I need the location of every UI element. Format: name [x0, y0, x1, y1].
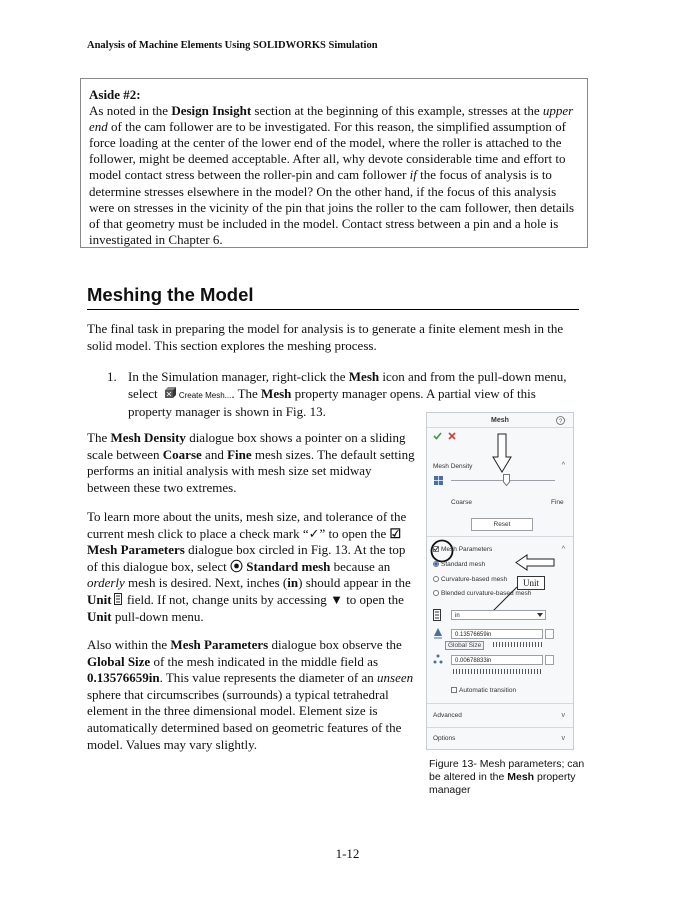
help-icon[interactable]: [556, 416, 565, 425]
global-size-paragraph: Also within the Mesh Parameters dialogue box observe the Global Size of the mesh indicated in the middle field as 0.13576659in. This value represents the diameter of an unseen sphere that circumscribes (surrounds) a typical tetrahedral element in the three dimensional model. Element size is automatically determined based on geometric features of the model. Values may vary slightly.: [87, 637, 414, 752]
panel-title: Mesh: [491, 417, 509, 424]
unit-icon: [433, 609, 441, 621]
separator: [427, 703, 573, 704]
svg-text:?: ?: [558, 419, 563, 425]
mesh-parameters-header[interactable]: Mesh Parameters: [433, 546, 492, 553]
aside-box: [80, 78, 588, 248]
tolerance-field[interactable]: 0.00678833in: [451, 655, 543, 665]
global-size-field[interactable]: 0.13576659in: [451, 629, 543, 639]
create-mesh-command: Create Mesh...: [178, 390, 232, 400]
heading-rule: [87, 309, 579, 310]
mesh-density-icon: [433, 475, 444, 486]
standard-mesh-option[interactable]: Standard mesh: [433, 561, 485, 568]
global-size-icon: [433, 627, 443, 639]
mesh-density-header[interactable]: Mesh Density: [433, 463, 473, 470]
dropdown-arrow-icon[interactable]: [537, 613, 543, 618]
unit-field-icon: [114, 593, 122, 605]
mesh-density-paragraph: The Mesh Density dialogue box shows a pointer on a sliding scale between Coarse and Fine mesh sizes. The default setting performs an initial analysis with mesh size set midway between these two extremes.: [87, 430, 415, 495]
advanced-header[interactable]: Advanced: [433, 712, 462, 719]
aside-title: Aside #2:: [89, 87, 141, 102]
figure-caption: Figure 13- Mesh parameters; can be altered in the Mesh property manager: [429, 758, 585, 796]
collapse-chevron-icon[interactable]: ^: [561, 546, 565, 553]
global-size-slider[interactable]: [493, 642, 543, 647]
fine-label: Fine: [551, 499, 564, 506]
automatic-transition-checkbox[interactable]: [451, 687, 457, 693]
coarse-label: Coarse: [451, 499, 472, 506]
running-header: Analysis of Machine Elements Using SOLIDWORKS Simulation: [87, 40, 378, 51]
checkmark-icon: [433, 546, 439, 552]
expand-chevron-icon[interactable]: v: [561, 712, 565, 719]
collapse-chevron-icon[interactable]: ^: [561, 462, 565, 469]
page-number: 1-12: [335, 846, 360, 861]
reset-button[interactable]: Reset: [471, 518, 533, 531]
create-mesh-icon: [164, 387, 176, 399]
blended-mesh-option[interactable]: Blended curvature-based mesh: [433, 590, 531, 597]
cancel-x-icon[interactable]: [448, 432, 456, 440]
automatic-transition-option[interactable]: Automatic transition: [451, 687, 516, 694]
options-header[interactable]: Options: [433, 735, 456, 742]
unit-callout: Unit: [517, 576, 545, 590]
global-size-spinner[interactable]: [545, 629, 554, 639]
density-slider-thumb[interactable]: [503, 474, 510, 486]
arrow-down-annotation-icon: [492, 433, 512, 473]
tolerance-slider[interactable]: [453, 669, 543, 674]
global-size-tooltip: Global Size: [445, 641, 484, 650]
arrow-left-annotation-icon: [515, 554, 555, 571]
step-text: In the Simulation manager, right-click the Mesh icon and from the pull-down menu, select Create Mesh.... The Mesh property manager opens. A partial view of this property manager is shown in Fig. 13.: [128, 369, 567, 419]
standard-mesh-radio[interactable]: [433, 561, 439, 567]
unit-dropdown[interactable]: in: [451, 610, 546, 620]
intro-paragraph: The final task in preparing the model for analysis is to generate a finite element mesh in the solid model. This section explores the meshing process.: [87, 321, 564, 353]
step-number: 1.: [107, 369, 117, 384]
mesh-parameters-checkbox[interactable]: [433, 546, 439, 552]
section-heading: Meshing the Model: [87, 284, 254, 305]
mesh-property-manager: [426, 412, 574, 750]
curvature-mesh-radio[interactable]: [433, 576, 439, 582]
blended-mesh-radio[interactable]: [433, 590, 439, 596]
separator: [427, 727, 573, 728]
curvature-mesh-option[interactable]: Curvature-based mesh: [433, 576, 507, 583]
expand-chevron-icon[interactable]: v: [561, 735, 565, 742]
separator: [427, 536, 573, 537]
tolerance-spinner[interactable]: [545, 655, 554, 665]
mesh-parameters-paragraph: To learn more about the units, mesh size, and tolerance of the current mesh click to place a check mark “✓” to open the ☑ Mesh Parameters dialogue box circled in Fig. 13. At the top of this dialogue box, select ⦿ Standard mesh because an orderly mesh is desired. Next, inches (in) should appear in the Unit field. If not, change units by accessing ▼ to open the Unit pull-down menu.: [87, 509, 411, 624]
tolerance-icon: [433, 654, 443, 664]
aside-body: As noted in the Design Insight section at the beginning of this example, stresses at the upper end of the cam follower are to be investigated. For this reason, the simplified assumption of force loading at the center of the lower end of the model, where the roller is attached to the follower, might be deemed acceptable. After all, why devote considerable time and effort to model contact stress between the roller-pin and cam follower if the focus of analysis is to determine stresses elsewhere in the model? On the other hand, if the focus of this analysis were on stresses in the vicinity of the pin that joins the roller to the cam follower, then details of that geometry must be included in the model. Contact stress between a pin and a hole is investigated in Chapter 6.: [89, 103, 575, 247]
ok-check-icon[interactable]: [433, 432, 442, 440]
separator: [427, 427, 573, 428]
